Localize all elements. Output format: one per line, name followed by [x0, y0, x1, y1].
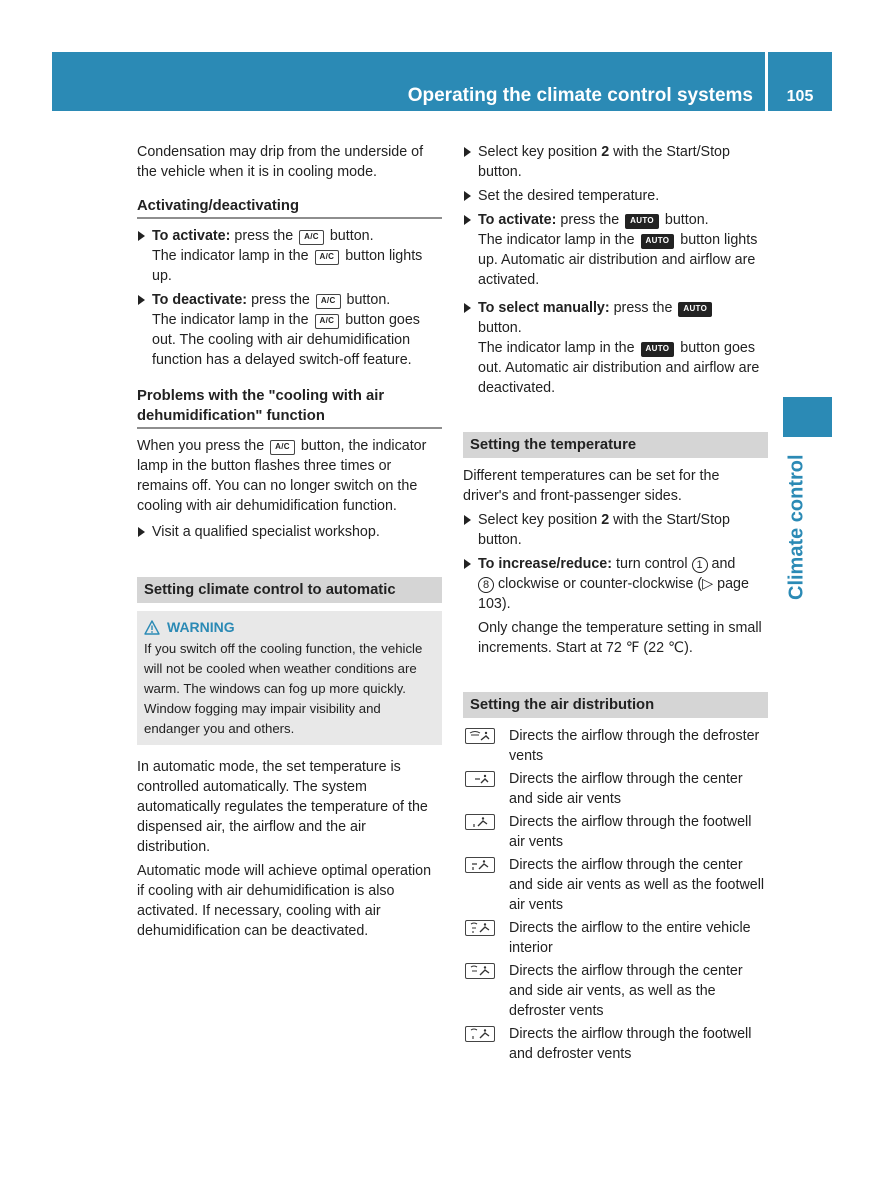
automatic-paragraph-2: Automatic mode will achieve optimal operation if cooling with air dehumidification is also activated. If necessary, cooling with air dehumidification can be deactivated. — [137, 863, 432, 939]
step-text: press the — [613, 300, 673, 316]
step-arrow-icon — [138, 295, 145, 305]
step-text: Select key position — [478, 144, 598, 160]
temperature-key-step — [463, 510, 768, 550]
auto-button-icon: AUTO — [641, 342, 675, 357]
increase-reduce-label: To increase/reduce: — [478, 556, 613, 572]
step-text: Visit a qualified specialist workshop. — [152, 524, 380, 540]
problems-paragraph — [137, 436, 442, 516]
step-text: The indicator lamp in the — [152, 312, 309, 328]
control-1-marker: 1 — [692, 557, 708, 573]
deactivate-step — [137, 290, 442, 370]
warning-triangle-icon — [144, 620, 160, 635]
activating-heading: Activating/deactivating — [137, 196, 442, 219]
center-side-footwell-vents-icon — [465, 857, 495, 873]
header-band — [52, 52, 765, 111]
left-column — [137, 142, 442, 945]
air-distribution-row — [463, 769, 768, 809]
auto-activate-step — [463, 210, 768, 290]
step-text: press the — [560, 212, 620, 228]
step-text: Set the desired temperature. — [478, 188, 660, 204]
air-distribution-text: Directs the airflow through the footwell and defroster vents — [509, 1026, 752, 1062]
ac-button-icon: A/C — [316, 294, 341, 309]
automatic-section-heading: Setting climate control to automatic — [137, 577, 442, 603]
footwell-vents-icon — [465, 814, 495, 830]
workshop-step — [137, 522, 442, 542]
center-side-defroster-vents-icon — [465, 963, 495, 979]
step-arrow-icon — [464, 515, 471, 525]
air-distribution-text: Directs the airflow through the center and side air vents, as well as the defroster vents — [509, 963, 743, 1019]
key-position-number: 2 — [601, 512, 610, 528]
air-distribution-heading: Setting the air distribution — [463, 692, 768, 718]
step-text: button goes out. The cooling with air dehumidification function has a delayed switch-off feature. — [152, 312, 420, 368]
temperature-section-heading: Setting the temperature — [463, 432, 768, 458]
footwell-defroster-vents-icon — [465, 1026, 495, 1042]
manual-label: To select manually: — [478, 300, 610, 316]
warning-title — [144, 618, 435, 636]
auto-button-icon: AUTO — [678, 302, 712, 317]
side-tab-marker — [783, 397, 832, 437]
entire-interior-icon — [465, 920, 495, 936]
page-number: 105 — [786, 88, 814, 105]
step-arrow-icon — [464, 303, 471, 313]
air-distribution-text: Directs the airflow to the entire vehicle interior — [509, 920, 751, 956]
step-arrow-icon — [138, 527, 145, 537]
step-arrow-icon — [464, 559, 471, 569]
air-distribution-row — [463, 1024, 768, 1064]
auto-button-icon: AUTO — [641, 234, 675, 249]
air-distribution-row — [463, 726, 768, 766]
step-arrow-icon — [464, 147, 471, 157]
step-text: and — [711, 556, 736, 572]
step-text: press the — [234, 228, 294, 244]
side-tab-label: Climate control — [785, 454, 808, 600]
ac-button-icon: A/C — [299, 230, 324, 245]
deactivate-label: To deactivate: — [152, 292, 248, 308]
activate-step — [137, 226, 442, 286]
ac-button-icon: A/C — [270, 440, 295, 455]
step-text: turn control — [616, 556, 688, 572]
air-distribution-text: Directs the airflow through the defroster vents — [509, 728, 760, 764]
automatic-paragraph-1: In automatic mode, the set temperature is controlled automatically. The system automatically regulates the temperature of the dispensed air, the airflow and the air distribution. — [137, 759, 428, 855]
auto-button-icon: AUTO — [625, 214, 659, 229]
temperature-intro: Different temperatures can be set for the driver's and front-passenger sides. — [463, 468, 720, 504]
paragraph-text: button, the indicator lamp in the button flashes three times or remains off. You can no longer switch on the cooling with air dehumidification function. — [137, 438, 427, 514]
temperature-note: Only change the temperature setting in small increments. Start at 72 ℉ (22 ℃). — [478, 620, 762, 656]
activate-label: To activate: — [478, 212, 557, 228]
step-arrow-icon — [464, 215, 471, 225]
ac-button-icon: A/C — [315, 250, 340, 265]
air-distribution-text: Directs the airflow through the center and side air vents as well as the footwell air vents — [509, 857, 765, 913]
manual-select-step — [463, 298, 768, 398]
key-position-step — [463, 142, 768, 182]
defroster-vents-icon — [465, 728, 495, 744]
air-distribution-list — [463, 726, 768, 1064]
step-text: button. — [329, 228, 374, 244]
key-position-number: 2 — [601, 144, 610, 160]
paragraph-text: When you press the — [137, 438, 265, 454]
air-distribution-row — [463, 855, 768, 915]
step-text: with the Start/Stop button. — [478, 512, 730, 548]
page-number-box — [768, 52, 832, 111]
air-distribution-row — [463, 812, 768, 852]
problems-heading: Problems with the "cooling with air dehumidification" function — [137, 386, 442, 429]
step-text: The indicator lamp in the — [152, 248, 309, 264]
control-8-marker: 8 — [478, 577, 494, 593]
step-text: button lights up. Automatic air distribution and airflow are activated. — [478, 232, 758, 288]
right-column — [463, 142, 768, 1067]
step-text: press the — [251, 292, 310, 308]
step-text: button. — [346, 292, 391, 308]
step-text: button. — [478, 320, 522, 336]
warning-box — [137, 611, 442, 745]
step-arrow-icon — [138, 231, 145, 241]
step-text: Select key position — [478, 512, 598, 528]
step-text: button goes out. Automatic air distribution and airflow are deactivated. — [478, 340, 760, 396]
step-text: clockwise or counter-clockwise (▷ page 103). — [478, 576, 749, 612]
step-arrow-icon — [464, 191, 471, 201]
air-distribution-text: Directs the airflow through the footwell air vents — [509, 814, 752, 850]
center-side-vents-icon — [465, 771, 495, 787]
step-text: The indicator lamp in the — [478, 340, 635, 356]
intro-paragraph: Condensation may drip from the underside of the vehicle when it is in cooling mode. — [137, 144, 424, 180]
temperature-adjust-step — [463, 554, 768, 658]
step-text: with the Start/Stop button. — [478, 144, 730, 180]
activate-label: To activate: — [152, 228, 231, 244]
set-temperature-step — [463, 186, 768, 206]
air-distribution-row — [463, 918, 768, 958]
warning-label: WARNING — [167, 619, 235, 635]
ac-button-icon: A/C — [315, 314, 340, 329]
step-text: The indicator lamp in the — [478, 232, 635, 248]
air-distribution-text: Directs the airflow through the center and side air vents — [509, 771, 743, 807]
step-text: button lights up. — [152, 248, 423, 284]
step-text: button. — [664, 212, 709, 228]
warning-text: If you switch off the cooling function, the vehicle will not be cooled when weather conditions are warm. The windows can fog up more quickly. Window fogging may impair visibility and endanger you and others. — [144, 641, 423, 736]
page-title: Operating the climate control systems — [407, 85, 753, 106]
air-distribution-row — [463, 961, 768, 1021]
